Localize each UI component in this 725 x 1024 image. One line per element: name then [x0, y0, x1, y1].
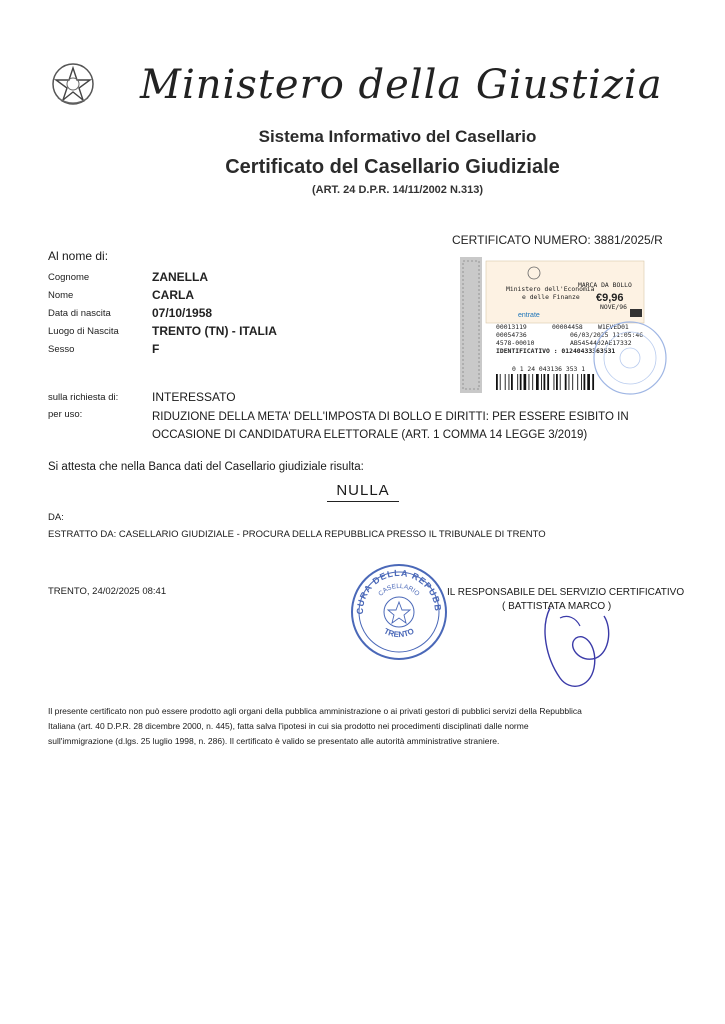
- stamp-issuer-line2: e delle Finanze: [522, 293, 580, 301]
- svg-text:CASELLARIO: [377, 583, 420, 598]
- footer-line-3: sull'immigrazione (d.lgs. 25 luglio 1998, n. 286). Il certificato è valido se presentato alle autorità amministrative straniere.: [48, 736, 500, 746]
- birth-place-value: TRENTO (TN) - ITALIA: [152, 324, 277, 338]
- seal-inner-text: CASELLARIO: [377, 582, 421, 598]
- stamp-brand: entrate: [518, 312, 540, 319]
- barcode-bar: [581, 374, 582, 390]
- birth-place-label: Luogo di Nascita: [48, 326, 119, 337]
- attestation-text: Si attesta che nella Banca dati del Casellario giudiziale risulta:: [48, 461, 364, 473]
- barcode-bar: [509, 374, 510, 390]
- official-seal: [349, 562, 449, 662]
- certificate-number: CERTIFICATO NUMERO: 3881/2025/R: [452, 233, 663, 247]
- stamp-issuer-line1: Ministero dell'Economia: [506, 285, 595, 293]
- surname-value: ZANELLA: [152, 270, 208, 284]
- barcode-bar: [505, 374, 506, 390]
- sex-label: Sesso: [48, 344, 75, 355]
- barcode-bar: [565, 374, 567, 390]
- barcode-bar: [547, 374, 549, 390]
- purpose-text: [152, 408, 672, 444]
- place-date: TRENTO, 24/02/2025 08:41: [48, 586, 167, 597]
- seal-top-text: CURA DELLA REPUBB: [354, 567, 444, 615]
- purpose-label: per uso:: [48, 409, 83, 420]
- requested-by-label: sulla richiesta di:: [48, 392, 119, 403]
- purpose-line-1: RIDUZIONE DELLA META' DELL'IMPOSTA DI BOLLO E DIRITTI: PER ESSERE ESIBITO IN: [152, 411, 629, 423]
- footer-line-1: Il presente certificato non può essere prodotto agli organi della pubblica amministrazione o ai privati gestori di pubblici servizi della Repubblica: [48, 706, 582, 716]
- barcode-bar: [584, 374, 586, 390]
- barcode-bar: [532, 374, 533, 390]
- stamp-row1-mid: 00004458: [552, 323, 583, 331]
- responsible-name: ( BATTISTATA MARCO ): [502, 601, 612, 612]
- birth-date-value: 07/10/1958: [152, 306, 213, 320]
- birth-date-label: Data di nascita: [48, 308, 111, 319]
- name-value: CARLA: [152, 288, 194, 302]
- ministry-title: Ministero della Giustizia: [140, 62, 663, 108]
- barcode-bar: [511, 374, 513, 390]
- barcode-bar: [569, 374, 570, 390]
- barcode-bar: [556, 374, 558, 390]
- legal-reference: (ART. 24 D.P.R. 14/11/2002 N.313): [311, 184, 483, 196]
- footer-line-2: Italiana (art. 40 D.P.R. 28 dicembre 2000, n. 445), fatta salva l'ipotesi in cui sia prodotto nei procedimenti disciplinati dalle norme: [48, 721, 529, 731]
- barcode-bar: [544, 374, 546, 390]
- barcode-bar: [524, 374, 527, 390]
- cancellation-stamp: [590, 318, 670, 398]
- result-value: NULLA: [327, 482, 399, 502]
- barcode-bar: [529, 374, 530, 390]
- responsible-role: IL RESPONSABILE DEL SERVIZIO CERTIFICATIVO: [447, 587, 685, 598]
- name-label: Nome: [48, 290, 74, 301]
- barcode-bar: [496, 374, 498, 390]
- stamp-row3-left: 4578-00010: [496, 339, 535, 347]
- stamp-row3-right: AB5454402AE17332: [570, 339, 632, 347]
- source-label: DA:: [48, 512, 64, 523]
- barcode-bar: [517, 374, 518, 390]
- barcode: [496, 374, 594, 390]
- stamp-row4: IDENTIFICATIVO : 01240433363531: [496, 347, 616, 355]
- source-extract: ESTRATTO DA: CASELLARIO GIUDIZIALE - PROCURA DELLA REPUBBLICA PRESSO IL TRIBUNALE DI TRENTO: [48, 529, 546, 540]
- barcode-bar: [560, 374, 561, 390]
- stamp-amount-words: NOVE/96: [600, 303, 627, 311]
- stamp-row1-right: W1EVED01: [598, 323, 629, 331]
- stamp-row1-left: 00013119: [496, 323, 527, 331]
- requested-by-value: INTERESSATO: [152, 390, 236, 404]
- barcode-bar: [520, 374, 522, 390]
- purpose-line-2: OCCASIONE DI CANDIDATURA ELETTORALE (ART. 1 COMMA 14 LEGGE 3/2019): [152, 429, 588, 441]
- system-title: Sistema Informativo del Casellario: [258, 127, 537, 146]
- certificate-title: Certificato del Casellario Giudiziale: [225, 156, 560, 178]
- sex-value: F: [152, 342, 160, 356]
- barcode-bar: [572, 374, 573, 390]
- barcode-bar: [577, 374, 578, 390]
- stamp-amount: €9,96: [596, 292, 624, 304]
- surname-label: Cognome: [48, 272, 90, 283]
- stamp-barcode-number: 0 1 24 043136 353 1: [512, 365, 586, 373]
- barcode-bar: [554, 374, 555, 390]
- seal-bottom-text: TRENTO: [382, 626, 416, 640]
- footer-disclaimer: [48, 704, 678, 749]
- svg-text:TRENTO: [382, 626, 415, 639]
- barcode-bar: [500, 374, 501, 390]
- stamp-row2-right: 06/03/2025 11:05:46: [570, 331, 644, 339]
- barcode-bar: [536, 374, 539, 390]
- subject-heading: Al nome di:: [48, 249, 109, 263]
- stamp-label: MARCA DA BOLLO: [578, 281, 632, 289]
- barcode-bar: [541, 374, 542, 390]
- stamp-row2-left: 00054736: [496, 331, 527, 339]
- emblem-icon: [50, 58, 96, 108]
